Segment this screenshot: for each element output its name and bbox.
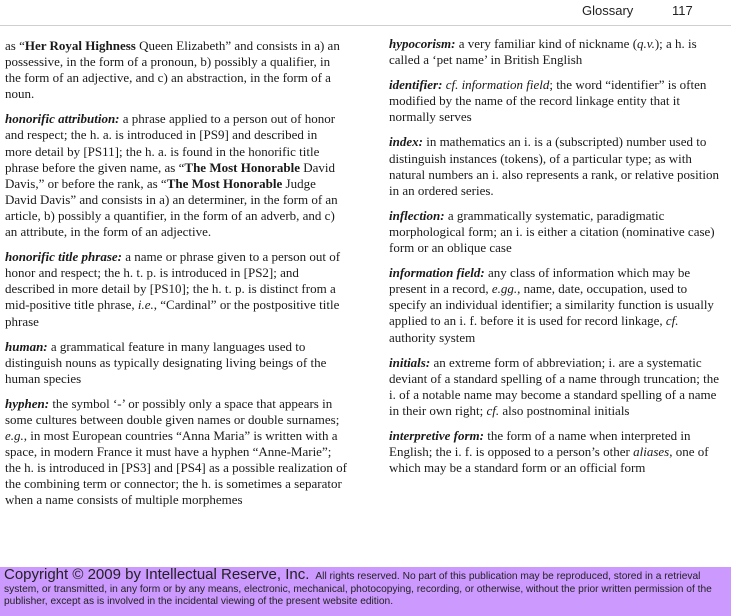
entry-term: index: bbox=[389, 134, 423, 150]
entry-identifier bbox=[389, 77, 727, 125]
entry-text: a name or phrase given to a person out of honor and respect; the h. t. p. is introduced in [PS2]; and described in more detail by [PS10]; the h. t. p. is distinct from a mid-positive title phrase, bbox=[5, 249, 341, 313]
entry-term: human: bbox=[5, 338, 48, 354]
right-column bbox=[389, 36, 727, 485]
running-header bbox=[0, 0, 731, 26]
entry-term: information field: bbox=[389, 265, 485, 281]
entry-text: a very familiar kind of nickname ( bbox=[455, 36, 638, 51]
entry-text: Queen Elizabeth” and consists in a) an possessive, in the form of a pronoun, b) possibly a qualifier, in the form of an adjective, and c) an abstraction, in the form of a noun. bbox=[5, 38, 340, 102]
entry-term: honorific attribution: bbox=[5, 111, 120, 127]
entry-text: any class of information which may be present in a record, bbox=[389, 265, 691, 297]
entry-text: , in most European countries “Anna Maria” is written with a space, in modern France it must have a hyphen “Anne-Marie”; the h. is introduced in [PS3] and [PS4] as a possible realization of the combining term or connector; the h. is sometimes a separator when a name consists of multiple morphemes bbox=[5, 428, 347, 508]
left-column bbox=[5, 36, 347, 518]
entry-text: , one of which may be a standard form or an official form bbox=[389, 444, 709, 476]
entry-text: , name, date, occupation, used to specify an individual identifier; a similarity function is usually applied to an i. f. before it is used for record linkage, bbox=[389, 281, 714, 329]
entry-text: the form of a name when interpreted in English; the i. f. is opposed to a person’s other bbox=[389, 427, 691, 460]
entry-text: ); a h. is called a ‘pet name’ in British English bbox=[389, 36, 697, 68]
italic-text: e.gg. bbox=[491, 281, 518, 297]
entry-interpretive-form bbox=[389, 428, 727, 476]
emphasis-text: The Most Honorable bbox=[184, 159, 300, 175]
entry-text: David Davis,” or before the rank, as “ bbox=[5, 159, 335, 191]
entry-term: interpretive form: bbox=[389, 427, 484, 443]
entry-text: a grammatical feature in many languages used to distinguish nouns as typically designating living beings of the human species bbox=[5, 338, 327, 386]
entry-text: a phrase applied to a person out of honor and respect; the h. a. is introduced in [PS9] and described in more detail by [PS11]; the h. a. is found in the honorific title phrase before the given name, as “ bbox=[5, 111, 336, 175]
entry-hyphen bbox=[5, 396, 347, 509]
italic-text: cf. bbox=[665, 313, 679, 329]
entry-term: honorific title phrase: bbox=[5, 249, 123, 265]
entry-information-field bbox=[389, 265, 727, 345]
entry-human bbox=[5, 339, 347, 387]
entry-term: inflection: bbox=[389, 207, 445, 223]
entry-honorific-title-phrase bbox=[5, 249, 347, 329]
entry-text: ; the word “identifier” is often modified by the name of the record linkage entity that it normally serves bbox=[389, 77, 707, 125]
entry-text: an extreme form of abbreviation; i. are a systematic deviant of a standard spelling of a name through truncation; the i. of a notable name may become a standard spelling of a name in their own right; bbox=[389, 354, 719, 418]
header-title: Glossary bbox=[582, 3, 634, 18]
emphasis-text: The Most Honorable bbox=[166, 175, 283, 191]
italic-text: cf. information field bbox=[445, 77, 550, 93]
entry-hypocorism bbox=[389, 36, 727, 68]
entry-text: also postnominal initials bbox=[499, 402, 630, 418]
entry-term: initials: bbox=[389, 354, 431, 370]
entry-continuation bbox=[5, 38, 347, 102]
entry-honorific-attribution bbox=[5, 111, 347, 240]
entry-text: the symbol ‘-’ or possibly only a space that appears in some cultures between double given names or double surnames; bbox=[5, 395, 340, 427]
copyright-footer bbox=[0, 567, 731, 616]
entry-term: identifier: bbox=[389, 77, 443, 93]
italic-text: q.v. bbox=[637, 36, 655, 51]
entry-text: Judge David Davis” and consists in a) an determiner, in the form of an article, b) possibly a quantifier, in the form of an adverb, and c) an attribute, in the form of an adjective. bbox=[5, 175, 338, 240]
italic-text: aliases bbox=[633, 444, 670, 460]
rights-notice: All rights reserved. No part of this publication may be reproduced, stored in a retrieval system, or transmitted, in any form or by any means, electronic, mechanical, photocopying, recording, or otherwise, without the prior written permission of the publisher, except as is involved in the incidental viewing of the present website edition. bbox=[4, 571, 712, 608]
italic-text: e.g. bbox=[5, 428, 24, 444]
page-number: 117 bbox=[672, 3, 693, 18]
italic-text: cf. bbox=[486, 402, 500, 418]
entry-term: hypocorism: bbox=[389, 36, 456, 51]
italic-text: i.e. bbox=[137, 297, 154, 313]
entry-text: , “Cardinal” or the postpositive title phrase bbox=[5, 297, 340, 329]
emphasis-text: Her Royal Highness bbox=[24, 38, 136, 53]
entry-text: authority system bbox=[389, 329, 476, 345]
entry-text: in mathematics an i. is a (subscripted) number used to distinguish instances (tokens), of a particular type; as with natural numbers an i. also represents a rank, or relative position in an ordered series. bbox=[389, 134, 719, 198]
entry-text: a grammatically systematic, paradigmatic morphological form; an i. is either a citation (nominative case) form or an oblique case bbox=[389, 207, 715, 256]
entry-text: as “ bbox=[5, 38, 25, 53]
entry-term: hyphen: bbox=[5, 395, 50, 411]
entry-inflection bbox=[389, 208, 727, 256]
copyright-notice: Copyright © 2009 by Intellectual Reserve, Inc. bbox=[4, 566, 310, 583]
entry-initials bbox=[389, 355, 727, 419]
entry-index bbox=[389, 134, 727, 198]
